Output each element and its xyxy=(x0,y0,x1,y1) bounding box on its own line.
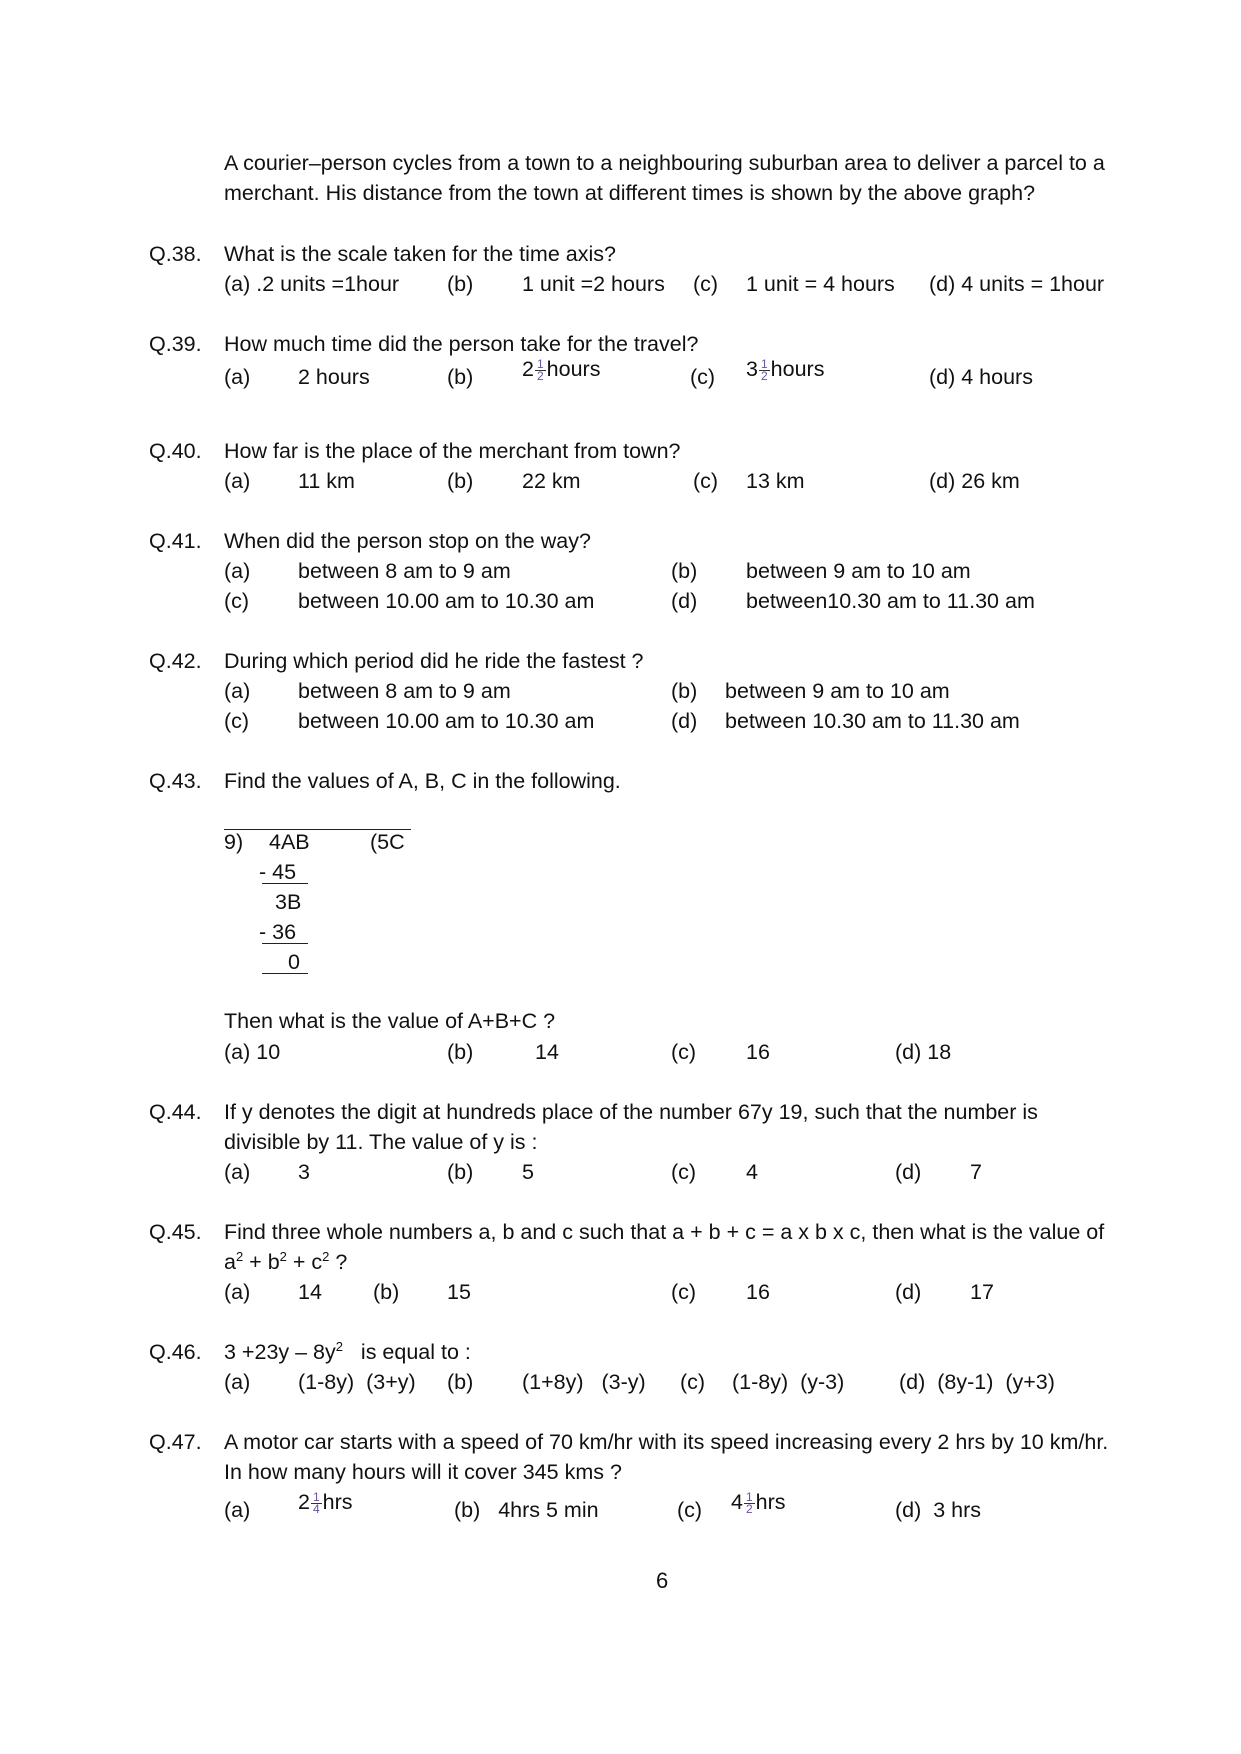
remainder-final: 0 xyxy=(288,950,300,974)
option-c-label: (c) xyxy=(224,589,250,613)
option-c: between 10.00 am to 10.30 am xyxy=(298,589,595,613)
subtract-line-1: - 45 xyxy=(259,860,297,884)
option-a: (1-8y) (3+y) xyxy=(298,1370,416,1394)
option-b-label: (b) xyxy=(447,1160,474,1184)
option-c: (1-8y) (y-3) xyxy=(732,1370,845,1394)
option-c-label: (c) xyxy=(671,1160,697,1184)
question-text: $3 +23y - 8y^2$ is equal to : xyxy=(224,1339,471,1364)
mixed-number-whole: 4 xyxy=(731,1490,743,1515)
option-b: between 9 am to 10 am xyxy=(746,559,971,583)
option-a: 2 hours xyxy=(298,365,370,389)
question-text: How far is the place of the merchant from town? xyxy=(224,439,681,463)
question-text-line-1: A motor car starts with a speed of 70 km/hr with its speed increasing every 2 hrs by 10 km/hr. xyxy=(224,1430,1109,1454)
question-text-line-1: If y denotes the digit at hundreds place of the number 67y 19, such that the number is xyxy=(224,1100,1038,1124)
option-a: (a) .2 units =1hour xyxy=(224,272,400,296)
option-b-label: (b) xyxy=(447,365,474,389)
question-number: Q.41. xyxy=(149,529,202,553)
option-b: 22 km xyxy=(522,469,581,493)
option-b: 5 xyxy=(522,1160,534,1184)
question-subtext: Then what is the value of A+B+C ? xyxy=(224,1009,556,1033)
question-number: Q.44. xyxy=(149,1100,202,1124)
mixed-number-whole: 3 xyxy=(746,357,758,382)
option-d: (d) 4 hours xyxy=(929,365,1033,389)
option-c-label: (c) xyxy=(677,1498,703,1522)
fraction: $\frac{1}{2}$ xyxy=(760,357,768,383)
question-number: Q.39. xyxy=(149,332,202,356)
option-a: 3 xyxy=(298,1160,310,1184)
question-number: Q.43. xyxy=(149,769,202,793)
option-a: between 8 am to 9 am xyxy=(298,559,511,583)
divisor: 9) xyxy=(224,830,244,854)
question-number: Q.46. xyxy=(149,1340,202,1364)
option-c: 16 xyxy=(746,1280,770,1304)
option-d: (d) (8y-1) (y+3) xyxy=(899,1370,1055,1394)
option-d: between10.30 am to 11.30 am xyxy=(746,589,1035,613)
unit: hours xyxy=(546,357,601,382)
option-d-label: (d) xyxy=(671,589,698,613)
option-c-label: (c) xyxy=(671,1040,697,1064)
question-text-line-2: divisible by 11. The value of y is : xyxy=(224,1130,538,1154)
dividend: 4AB xyxy=(269,830,310,854)
question-text: During which period did he ride the fastest ? xyxy=(224,649,644,673)
option-b-label: (b) xyxy=(447,469,474,493)
option-d: (d) 4 units = 1hour xyxy=(929,272,1105,296)
option-d-label: (d) xyxy=(671,709,698,733)
remainder-line-1: 3B xyxy=(275,890,302,914)
intro-line-2: merchant. His distance from the town at different times is shown by the above graph? xyxy=(224,181,1036,205)
mixed-number-whole: 2 xyxy=(522,357,534,382)
fraction: $\frac{1}{2}$ xyxy=(745,1490,753,1516)
option-d-label: (d) xyxy=(895,1280,922,1304)
option-d: (d) 18 xyxy=(895,1040,952,1064)
option-b-label: (b) xyxy=(671,679,698,703)
question-text: What is the scale taken for the time axis? xyxy=(224,242,616,266)
underline xyxy=(262,943,308,944)
option-b: 15 xyxy=(447,1280,471,1304)
option-b-label: (b) xyxy=(447,1370,474,1394)
option-c-label: (c) xyxy=(693,469,719,493)
option-a-label: (a) xyxy=(224,1160,251,1184)
question-text: Find the values of A, B, C in the following. xyxy=(224,769,621,793)
option-c: 1 unit = 4 hours xyxy=(746,272,895,296)
option-a-label: (a) xyxy=(224,365,251,389)
question-number: Q.40. xyxy=(149,439,202,463)
question-number: Q.47. xyxy=(149,1430,202,1454)
question-text-line-2: In how many hours will it cover 345 kms ? xyxy=(224,1460,622,1484)
mixed-number-whole: 2 xyxy=(298,1490,310,1515)
option-a-label: (a) xyxy=(224,1280,251,1304)
fraction: $\frac{1}{4}$ xyxy=(312,1490,320,1516)
question-number: Q.38. xyxy=(149,242,202,266)
option-a-label: (a) xyxy=(224,1370,251,1394)
option-c-label: (c) xyxy=(680,1370,706,1394)
unit: hours xyxy=(770,357,825,382)
question-text: When did the person stop on the way? xyxy=(224,529,591,553)
option-d: (d) 26 km xyxy=(929,469,1020,493)
option-b-label: (b) xyxy=(671,559,698,583)
option-c: 4 xyxy=(746,1160,758,1184)
option-c xyxy=(746,359,824,382)
option-d: 17 xyxy=(970,1280,994,1304)
option-a xyxy=(298,1492,353,1515)
question-text-line-2: $a^2 + b^2 + c^2$ ? xyxy=(224,1249,348,1274)
option-c: 13 km xyxy=(746,469,805,493)
quotient: (5C xyxy=(370,830,405,854)
option-c xyxy=(731,1492,786,1515)
option-d: between 10.30 am to 11.30 am xyxy=(725,709,1020,733)
unit: hrs xyxy=(322,1490,353,1515)
option-d: 7 xyxy=(970,1160,982,1184)
option-c: between 10.00 am to 10.30 am xyxy=(298,709,595,733)
unit: hrs xyxy=(755,1490,786,1515)
question-text-line-1: Find three whole numbers a, b and c such that a + b + c = a x b x c, then what is the value of xyxy=(224,1220,1105,1244)
option-a: (a) 10 xyxy=(224,1040,281,1064)
question-number: Q.45. xyxy=(149,1220,202,1244)
option-d-label: (d) xyxy=(895,1160,922,1184)
question-text: How much time did the person take for the travel? xyxy=(224,332,699,356)
option-b: (b) 4hrs 5 min xyxy=(454,1498,599,1522)
option-a-label: (a) xyxy=(224,679,251,703)
option-c-label: (c) xyxy=(224,709,250,733)
option-c-label: (c) xyxy=(693,272,719,296)
option-b-label: (b) xyxy=(447,272,474,296)
option-b-label: (b) xyxy=(447,1040,474,1064)
option-d: (d) 3 hrs xyxy=(895,1498,982,1522)
option-a: 14 xyxy=(298,1280,322,1304)
option-a-label: (a) xyxy=(224,559,251,583)
option-b: 1 unit =2 hours xyxy=(522,272,665,296)
underline xyxy=(262,973,308,974)
option-b-label: (b) xyxy=(373,1280,400,1304)
option-c-label: (c) xyxy=(671,1280,697,1304)
option-a: 11 km xyxy=(298,469,355,493)
option-c-label: (c) xyxy=(690,365,716,389)
intro-line-1: A courier–person cycles from a town to a neighbouring suburban area to deliver a parcel to a xyxy=(224,151,1105,175)
option-b: between 9 am to 10 am xyxy=(725,679,950,703)
option-c: 16 xyxy=(746,1040,770,1064)
page-number: 6 xyxy=(656,1568,669,1593)
question-number: Q.42. xyxy=(149,649,202,673)
option-b: 14 xyxy=(535,1040,559,1064)
fraction: $\frac{1}{2}$ xyxy=(536,357,544,383)
subtract-line-2: - 36 xyxy=(259,920,297,944)
option-b xyxy=(522,359,600,382)
option-a-label: (a) xyxy=(224,1498,251,1522)
option-a: between 8 am to 9 am xyxy=(298,679,511,703)
underline xyxy=(262,883,308,884)
option-a-label: (a) xyxy=(224,469,251,493)
option-b: (1+8y) (3-y) xyxy=(522,1370,646,1394)
